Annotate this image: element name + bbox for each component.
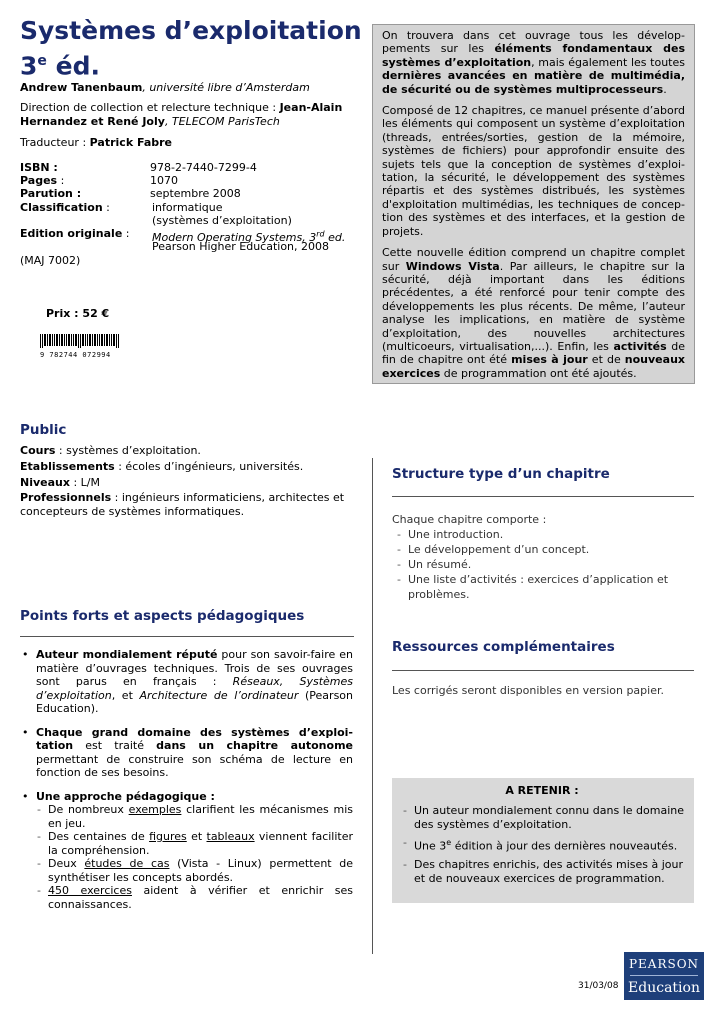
parution-value: septembre 2008 (150, 187, 241, 200)
direction-line (20, 101, 350, 129)
edition-suffix: éd. (46, 51, 100, 81)
retenir-item: - Un auteur mondialement connu dans le domaine des systèmes d’exploitation. (414, 804, 684, 832)
parution-label: Parution : (20, 187, 82, 200)
approach-exercises: - 450 exercices aident à vérifier et enrichir ses connaissances. (48, 884, 353, 911)
point-author: • Auteur mondialement réputé pour son savoir-faire en matière d’ouvrages techniques. Trois de ses ouvrages sont parus en français : Réseaux, Systèmes d’exploitation, et Architecture de l’ordinateur (Pearson Education). (36, 648, 353, 716)
direction-prefix: Direction de collection et relecture technique : (20, 101, 280, 114)
structure-section (392, 512, 692, 602)
retenir-title: A RETENIR : (505, 784, 579, 797)
structure-item: - Une liste d’activités : exercices d’application et problèmes. (408, 572, 692, 602)
ressources-title: Ressources complémentaires (392, 639, 615, 655)
description-paragraph-2: Composé de 12 chapitres, ce manuel présente d’abord les éléments qui composent un système d’exploitation (threads, entrées/sorties, gestion de la mémoire, systèmes de fichiers) pour approfondir ensuite des sujets tels que la conception de systèmes d’exploi-tation, la sécurité, le développement des systèmes répartis et des systèmes distribués, les systèmes d'exploitation multimédias, les techniques de concep-tion des systèmes et des interfaces, et la gestion de projets. (382, 104, 685, 238)
classification-value-2: (systèmes d’exploitation) (152, 214, 292, 227)
logo-rule (630, 975, 698, 976)
description-box (372, 24, 695, 384)
logo-bottom: Education (628, 980, 700, 996)
edition-publisher: Pearson Higher Education, 2008 (152, 240, 330, 253)
column-divider (372, 458, 373, 954)
point-approach: • Une approche pédagogique : - De nombreux exemples clarifient les mécanismes mis en jeu. - Des centaines de figures et tableaux viennent faciliter la compréhension. - Deux études de cas (Vista - Linux) permettent de synthétiser les concepts abordés. - 450 exercices aident à vérifier et enrichir ses connaissances. (36, 790, 353, 912)
direction-names: Jean-Alain Hernandez et René Joly (20, 101, 343, 128)
retenir-item: - Une 3e édition à jour des dernières nouveautés. (414, 836, 684, 854)
pages-label: Pages : (20, 174, 65, 187)
structure-title: Structure type d’un chapitre (392, 466, 610, 482)
page-title (20, 16, 362, 81)
direction-affiliation: , TELECOM ParisTech (164, 115, 280, 128)
points-list (20, 648, 353, 921)
structure-item: - Le développement d’un concept. (408, 542, 692, 557)
public-title: Public (20, 422, 67, 438)
translator-name: Patrick Fabre (89, 136, 173, 149)
retenir-item: - Des chapitres enrichis, des activités mises à jour et de nouveaux exercices de programmation. (414, 858, 684, 886)
edition-label: Edition originale : (20, 227, 130, 240)
logo-top: PEARSON (628, 957, 700, 971)
approach-examples: - De nombreux exemples clarifient les mécanismes mis en jeu. (48, 803, 353, 830)
public-etablissements: Etablissements : écoles d’ingénieurs, universités. (20, 460, 304, 473)
pages-value: 1070 (150, 174, 178, 187)
classification-label: Classification : (20, 201, 110, 214)
isbn-value: 978-2-7440-7299-4 (150, 161, 257, 174)
ressources-rule (392, 670, 694, 671)
edition-title: Modern Operating Systems, 3rd ed. (152, 229, 346, 244)
approach-figures: - Des centaines de figures et tableaux viennent faciliter la compréhension. (48, 830, 353, 857)
description-paragraph-1: On trouvera dans cet ouvrage tous les dévelop-pements sur les éléments fondamentaux des systèmes d’exploitation, mais également les toutes dernières avancées en matière de multimédia, de sécurité ou de systèmes multiprocesseurs. (382, 29, 685, 96)
points-title: Points forts et aspects pédagogiques (20, 608, 305, 624)
author-affiliation: , université libre d’Amsterdam (142, 81, 310, 94)
title-line-2 (20, 46, 362, 81)
public-professionnels: Professionnels : ingénieurs informaticiens, architectes et concepteurs de systèmes informatiques. (20, 491, 345, 518)
classification-value: informatique (152, 201, 223, 214)
approach-case-studies: - Deux études de cas (Vista - Linux) permettent de synthétiser les concepts abordés. (48, 857, 353, 884)
maj-code: (MAJ 7002) (20, 254, 81, 267)
public-section (20, 443, 352, 519)
price-label: Prix : 52 € (46, 307, 110, 320)
description-paragraph-3: Cette nouvelle édition comprend un chapitre complet sur Windows Vista. Par ailleurs, le chapitre sur la sécurité, déjà important dans les éditions précédentes, a été renforcé pour tenir compte des développements les plus récents. De même, l’auteur analyse les implications, en matière de système d’exploitation, des nouvelles architectures (multicoeurs, virtualisation,...). Enfin, les activités de fin de chapitre ont été mises à jour et de nouveaux exercices de programmation ont été ajoutés. (382, 246, 685, 380)
edition-sup: e (37, 53, 47, 69)
translator-prefix: Traducteur : (20, 136, 90, 149)
pearson-logo (624, 952, 704, 1000)
translator-line (20, 136, 172, 150)
point-domain: • Chaque grand domaine des systèmes d’exploi-tation est traité dans un chapitre autonome permettant de construire son schéma de lecture en fonction de ses besoins. (36, 726, 353, 780)
author-line (20, 81, 350, 95)
public-cours: Cours : systèmes d’exploitation. (20, 444, 201, 457)
structure-item: - Une introduction. (408, 527, 692, 542)
retenir-box (392, 778, 694, 903)
structure-rule (392, 496, 694, 497)
barcode-digits: 9 782744 072994 (40, 351, 111, 359)
ressources-text: Les corrigés seront disponibles en version papier. (392, 684, 664, 697)
author-name: Andrew Tanenbaum (20, 81, 143, 94)
footer-date: 31/03/08 (578, 981, 619, 991)
barcode-image (40, 333, 120, 359)
title-line-1: Systèmes d’exploitation (20, 16, 362, 45)
isbn-label: ISBN : (20, 161, 58, 174)
points-rule (20, 636, 354, 637)
structure-item: - Un résumé. (408, 557, 692, 572)
public-niveaux: Niveaux : L/M (20, 476, 100, 489)
edition-number: 3 (20, 51, 38, 81)
barcode-bars (40, 334, 120, 348)
structure-intro: Chaque chapitre comporte : (392, 513, 547, 526)
